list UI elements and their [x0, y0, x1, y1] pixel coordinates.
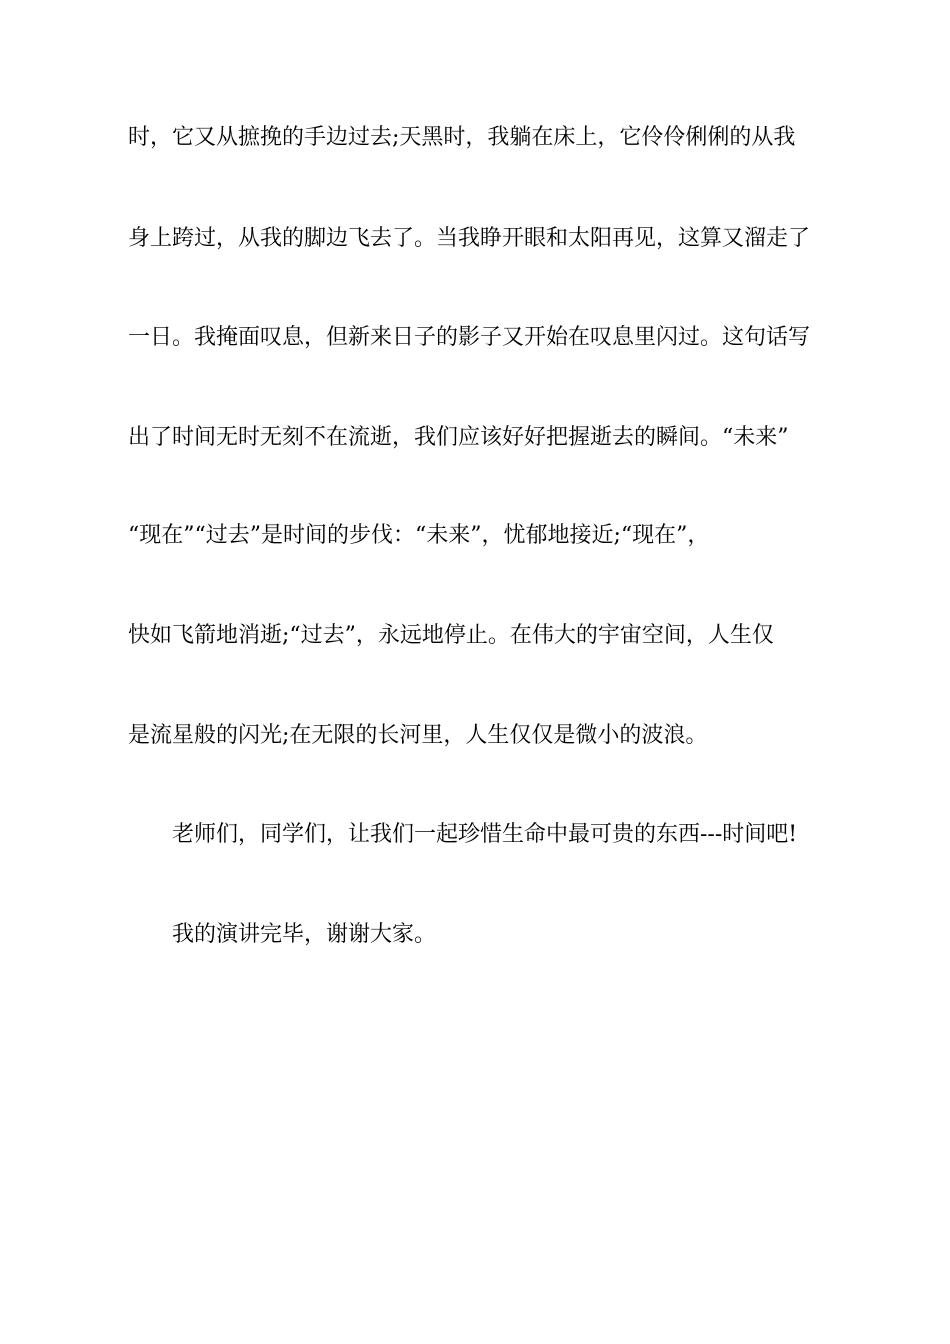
- paragraph-line-5: “现在”“过去”是时间的步伐：“未来”，忧郁地接近;“现在”，: [128, 523, 710, 548]
- paragraph-line-2: 身上跨过，从我的脚边飞去了。当我睁开眼和太阳再见，这算又溜走了: [128, 226, 811, 251]
- paragraph-line-7: 是流星般的闪光;在无限的长河里，人生仅仅是微小的波浪。: [128, 723, 708, 748]
- thanks-line: 我的演讲完毕，谢谢大家。: [172, 922, 437, 947]
- closing-line: 老师们，同学们，让我们一起珍惜生命中最可贵的东西---时间吧!: [172, 822, 798, 847]
- paragraph-line-1: 时，它又从摭挽的手边过去;天黑时，我躺在床上，它伶伶俐俐的从我: [128, 125, 796, 150]
- paragraph-line-4: 出了时间无时无刻不在流逝，我们应该好好把握逝去的瞬间。“未来”: [128, 425, 789, 450]
- paragraph-line-3: 一日。我掩面叹息，但新来日子的影子又开始在叹息里闪过。这句话写: [128, 325, 811, 350]
- paragraph-line-6: 快如飞箭地消逝;“过去”，永远地停止。在伟大的宇宙空间，人生仅: [128, 623, 774, 648]
